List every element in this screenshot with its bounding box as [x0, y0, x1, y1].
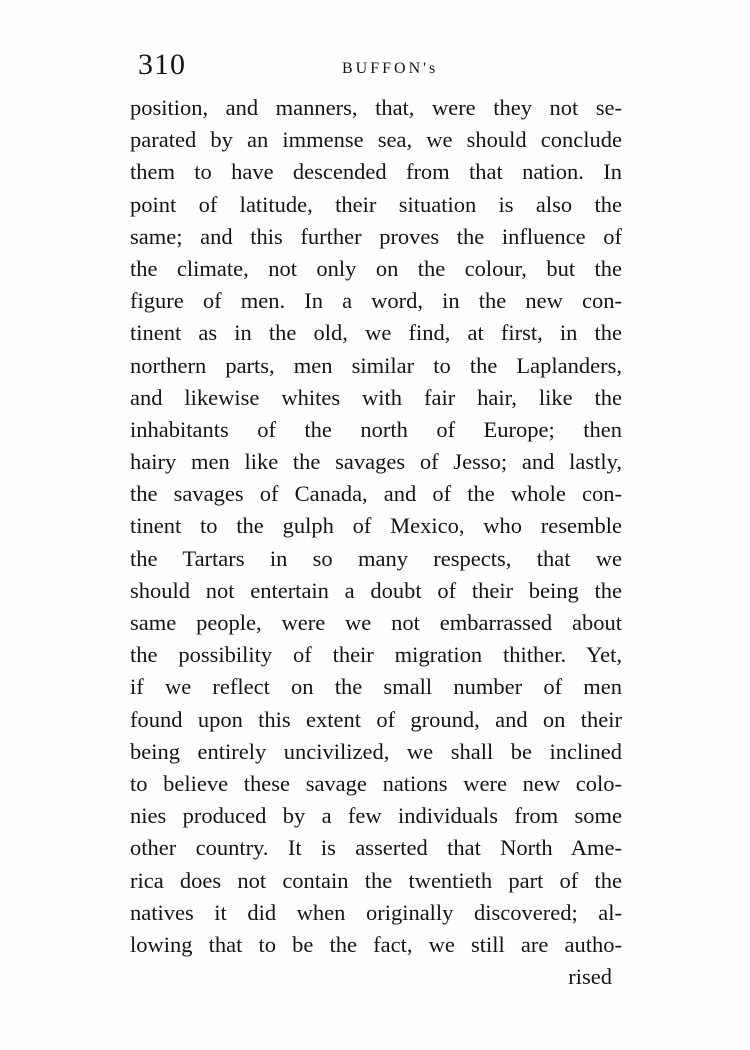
text-line: lowing that to be the fact, we still are autho- [130, 931, 622, 957]
text-line: same; and this further proves the influence of [130, 223, 622, 249]
text-line: parated by an immense sea, we should conclude [130, 127, 622, 153]
text-line: rica does not contain the twentieth part of the [130, 867, 622, 893]
text-line: being entirely uncivilized, we shall be inclined [130, 738, 622, 764]
text-line: point of latitude, their situation is also the [130, 191, 622, 217]
text-line: nies produced by a few individuals from some [130, 803, 622, 829]
text-line: position, and manners, that, were they not se- [130, 95, 622, 120]
body-text [130, 92, 622, 993]
catchword: rised [568, 964, 612, 990]
text-line: inhabitants of the north of Europe; then [130, 416, 622, 442]
text-line: northern parts, men similar to the Laplanders, [130, 352, 622, 378]
text-line: found upon this extent of ground, and on their [130, 706, 622, 732]
text-line: hairy men like the savages of Jesso; and lastly, [130, 449, 622, 475]
text-line: figure of men. In a word, in the new con- [130, 288, 622, 314]
text-line: same people, were we not embarrassed about [130, 610, 622, 635]
text-line: the climate, not only on the colour, but the [130, 255, 622, 281]
text-line: the savages of Canada, and of the whole con- [130, 481, 622, 507]
page-number: 310 [138, 48, 186, 81]
text-line: the possibility of their migration thither. Yet, [130, 642, 622, 668]
text-line: them to have descended from that nation. In [130, 159, 622, 185]
text-line: the Tartars in so many respects, that we [130, 545, 622, 571]
text-line: if we reflect on the small number of men [130, 674, 622, 700]
text-line: to believe these savage nations were new colo- [130, 770, 622, 796]
text-line: other country. It is asserted that North Ame- [130, 835, 622, 861]
text-line: tinent as in the old, we find, at first, in the [130, 320, 622, 346]
running-head: BUFFON's [342, 60, 439, 77]
text-line: and likewise whites with fair hair, like the [130, 384, 622, 410]
text-line: tinent to the gulph of Mexico, who resemble [130, 513, 622, 539]
text-line: should not entertain a doubt of their being the [130, 577, 622, 603]
text-line: natives it did when originally discovered; al- [130, 899, 622, 925]
